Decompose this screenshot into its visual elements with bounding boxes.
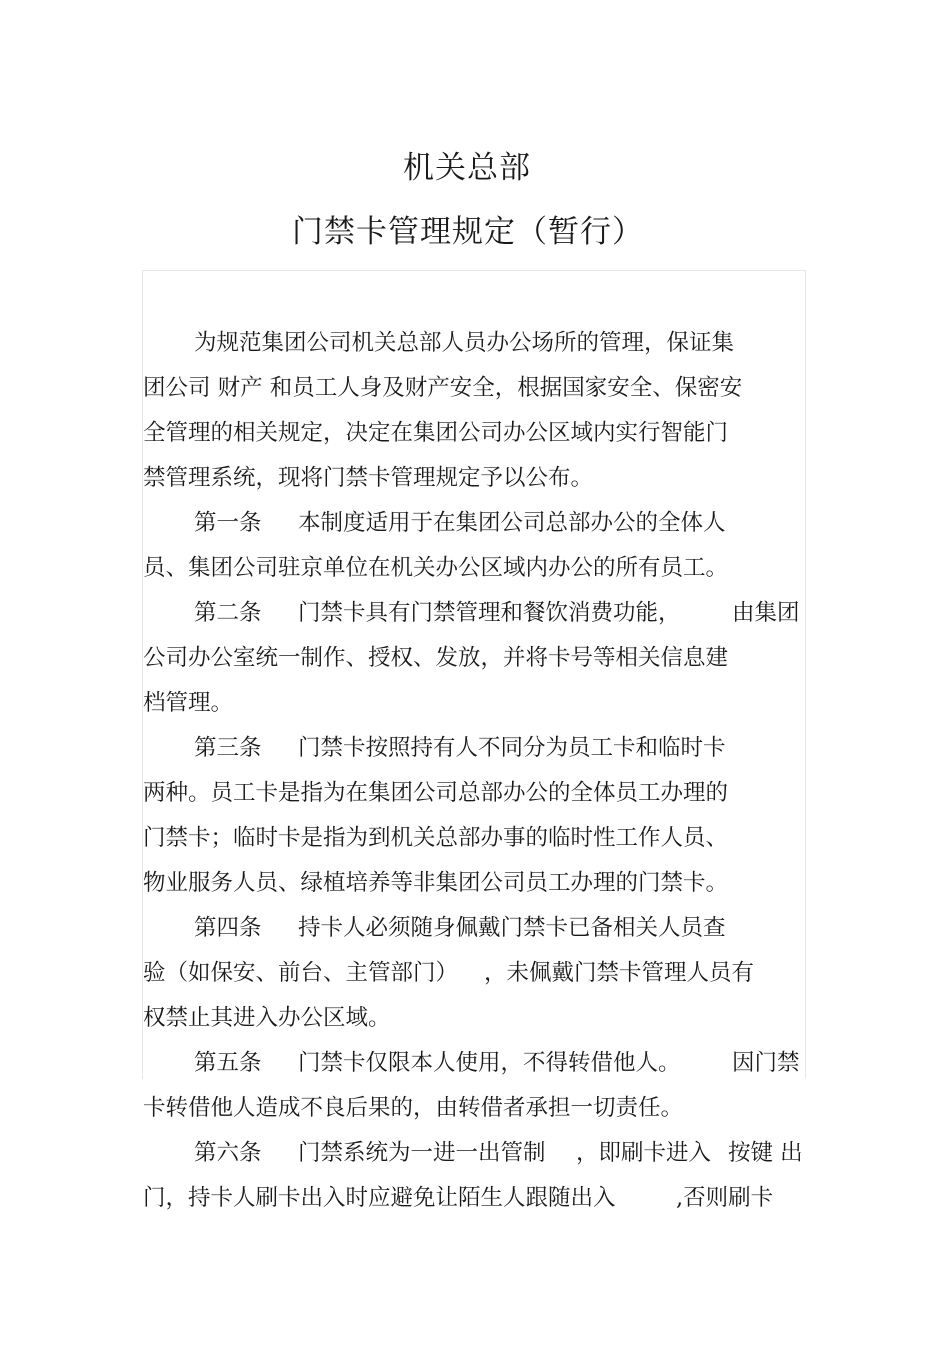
- body-text-line: ，未佩戴门禁卡管理人员有: [484, 960, 755, 986]
- body-text-line: ,否则刷卡: [676, 1185, 774, 1211]
- body-text-line: 按键 出: [728, 1140, 803, 1166]
- body-text-line: 第二条: [194, 600, 262, 626]
- body-text-line: 团公司 财产 和员工人身及财产安全，根据国家安全、保密安: [143, 375, 743, 401]
- body-text-line: 权禁止其进入办公区域。: [143, 1005, 391, 1031]
- body-text-line: 门，持卡人刷卡出入时应避免让陌生人跟随出入: [143, 1185, 616, 1211]
- body-text-line: 由集团: [732, 600, 800, 626]
- body-text-line: 档管理。: [143, 690, 234, 716]
- body-text-line: 物业服务人员、绿植培养等非集团公司员工办理的门禁卡。: [143, 870, 729, 896]
- body-text-line: 门禁卡具有门禁管理和餐饮消费功能，: [298, 600, 681, 626]
- document-title: 机关总部: [403, 150, 531, 186]
- body-text-line: ，即刷卡进入: [576, 1140, 712, 1166]
- body-text-line: 禁管理系统，现将门禁卡管理规定予以公布。: [143, 465, 594, 491]
- body-text-line: 为规范集团公司机关总部人员办公场所的管理，保证集: [194, 330, 735, 356]
- body-text-line: 全管理的相关规定，决定在集团公司办公区域内实行智能门: [143, 420, 729, 446]
- body-text-line: 门禁卡按照持有人不同分为员工卡和临时卡: [298, 735, 726, 761]
- body-text-line: 验（如保安、前台、主管部门）: [143, 960, 459, 986]
- body-text-line: 因门禁: [732, 1050, 800, 1076]
- body-text-line: 门禁卡仅限本人使用，不得转借他人。: [298, 1050, 681, 1076]
- body-text-line: 公司办公室统一制作、授权、发放，并将卡号等相关信息建: [143, 645, 729, 671]
- body-text-line: 第五条: [194, 1050, 262, 1076]
- document-subtitle: 门禁卡管理规定（暂行）: [292, 214, 644, 250]
- body-text-line: 门禁卡；临时卡是指为到机关总部办事的临时性工作人员、: [143, 825, 729, 851]
- body-text-line: 第四条: [194, 915, 262, 941]
- body-text-line: 两种。员工卡是指为在集团公司总部办公的全体员工办理的: [143, 780, 729, 806]
- body-text-line: 持卡人必须随身佩戴门禁卡已备相关人员查: [298, 915, 726, 941]
- body-text-line: 员、集团公司驻京单位在机关办公区域内办公的所有员工。: [143, 555, 729, 581]
- body-text-line: 本制度适用于在集团公司总部办公的全体人: [298, 510, 726, 536]
- body-text-line: 第六条: [194, 1140, 262, 1166]
- body-text-line: 第一条: [194, 510, 262, 536]
- body-text-line: 卡转借他人造成不良后果的，由转借者承担一切责任。: [143, 1095, 684, 1121]
- body-text-line: 门禁系统为一进一出管制: [298, 1140, 546, 1166]
- body-text-line: 第三条: [194, 735, 262, 761]
